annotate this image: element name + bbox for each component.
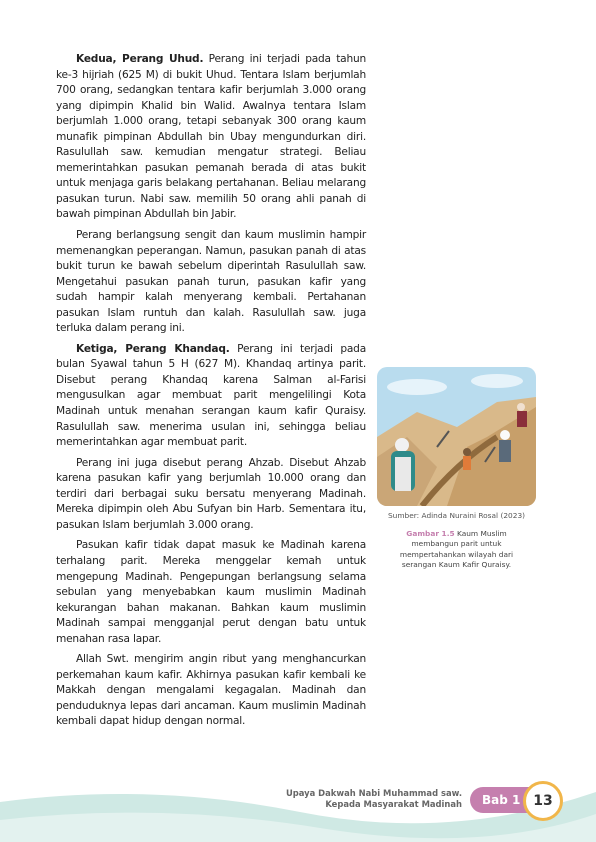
figure-label: Gambar 1.5 — [406, 529, 455, 538]
paragraph-text: Perang ini terjadi pada bulan Syawal tahun 5 H (627 M). Khandaq artinya parit. Disebut perang Khandaq karena Salman al-Farisi mengusulkan agar membuat parit mengelilingi Kota Madinah untuk menahan serangan kaum kafir Quraisy. Rasulullah saw. menerima usulan ini, sehingga beliau memerintahkan agar membuat parit. — [56, 342, 366, 449]
paragraph-uhud-battle — [56, 228, 366, 337]
figure-caption — [394, 529, 519, 571]
paragraph-text: Pasukan kafir tidak dapat masuk ke Madinah karena terhalang parit. Mereka menggelar kemah untuk mengepung Madinah. Pengepungan berlangsung selama sebulan yang menyebabkan kaum muslimin Madinah kekurangan bahan makanan. Bahkan kaum muslimin Madinah sampai mengganjal perut dengan batu untuk menahan rasa lapar. — [56, 539, 366, 645]
chapter-title — [286, 788, 462, 810]
figure-source: Sumber: Adinda Nuraini Rosal (2023) — [387, 511, 526, 520]
chapter-title-line2: Kepada Masyarakat Madinah — [325, 799, 462, 809]
paragraph-text: Perang ini terjadi pada tahun ke-3 hijriah (625 M) di bukit Uhud. Tentara Islam berjumlah 700 orang, sedangkan tentara kafir berjumlah 3.000 orang yang dipimpin Khalid bin Walid. Awalnya tentara Islam berjumlah 1.000 orang, tetapi sebanyak 300 orang kaum munafik pimpinan Abdullah bin Ubay mengundurkan diri. Rasulullah saw. kemudian mengatur strategi. Beliau memerintahkan pasukan pemanah berada di atas bukit untuk menjaga garis belakang pertahanan. Beliau melarang pasukan turun. Nabi saw. memilih 50 orang ahli panah di bawah pimpinan Abdullah bin Jabir. — [56, 53, 366, 221]
paragraph-text: Perang ini juga disebut perang Ahzab. Disebut Ahzab karena pasukan kafir yang berjumlah 10.000 orang dan terdiri dari berbagai suku bersatu menyerang Madinah. Mereka dipimpin oleh Abu Sufyan bin Harb. Sementara itu, pasukan Islam berjumlah 3.000 orang. — [56, 456, 366, 531]
paragraph-ending — [56, 652, 366, 730]
trench-illustration — [377, 367, 536, 506]
chapter-badge: Bab 1 — [470, 787, 536, 813]
paragraph-text: Perang berlangsung sengit dan kaum muslimin hampir memenangkan peperangan. Namun, pasukan panah di atas bukit turun ke bawah sebelum diperintah Rasulullah saw. Mengetahui pasukan panah turun, pasukan kafir yang sudah hampir kalah menyerang kembali. Pertahanan pasukan Islam runtuh dan kalah. Rasulullah saw. juga terluka dalam perang ini. — [56, 229, 366, 335]
paragraph-khandaq — [56, 342, 366, 451]
chapter-title-line1: Upaya Dakwah Nabi Muhammad saw. — [285, 788, 462, 798]
paragraph-text: Allah Swt. mengirim angin ribut yang menghancurkan perkemahan kaum kafir. Akhirnya pasukan kafir kembali ke Makkah dengan mengalami kegagalan. Madinah dan penduduknya lepas dari ancaman. Kaum muslimin Madinah kembali dapat hidup dengan normal. — [56, 653, 366, 728]
paragraph-uhud — [56, 52, 366, 223]
paragraph-ahzab — [56, 456, 366, 534]
paragraph-siege — [56, 538, 366, 647]
page-number: 13 — [523, 781, 563, 821]
heading-khandaq: Ketiga, Perang Khandaq. — [76, 342, 230, 355]
heading-uhud: Kedua, Perang Uhud. — [76, 53, 204, 65]
figure-trench-illustration — [377, 367, 536, 506]
figure-caption-text: Kaum Muslim membangun parit untuk mempertahankan wilayah dari serangan Kaum Kafir Quraisy. — [399, 529, 514, 570]
body-text — [56, 52, 366, 735]
